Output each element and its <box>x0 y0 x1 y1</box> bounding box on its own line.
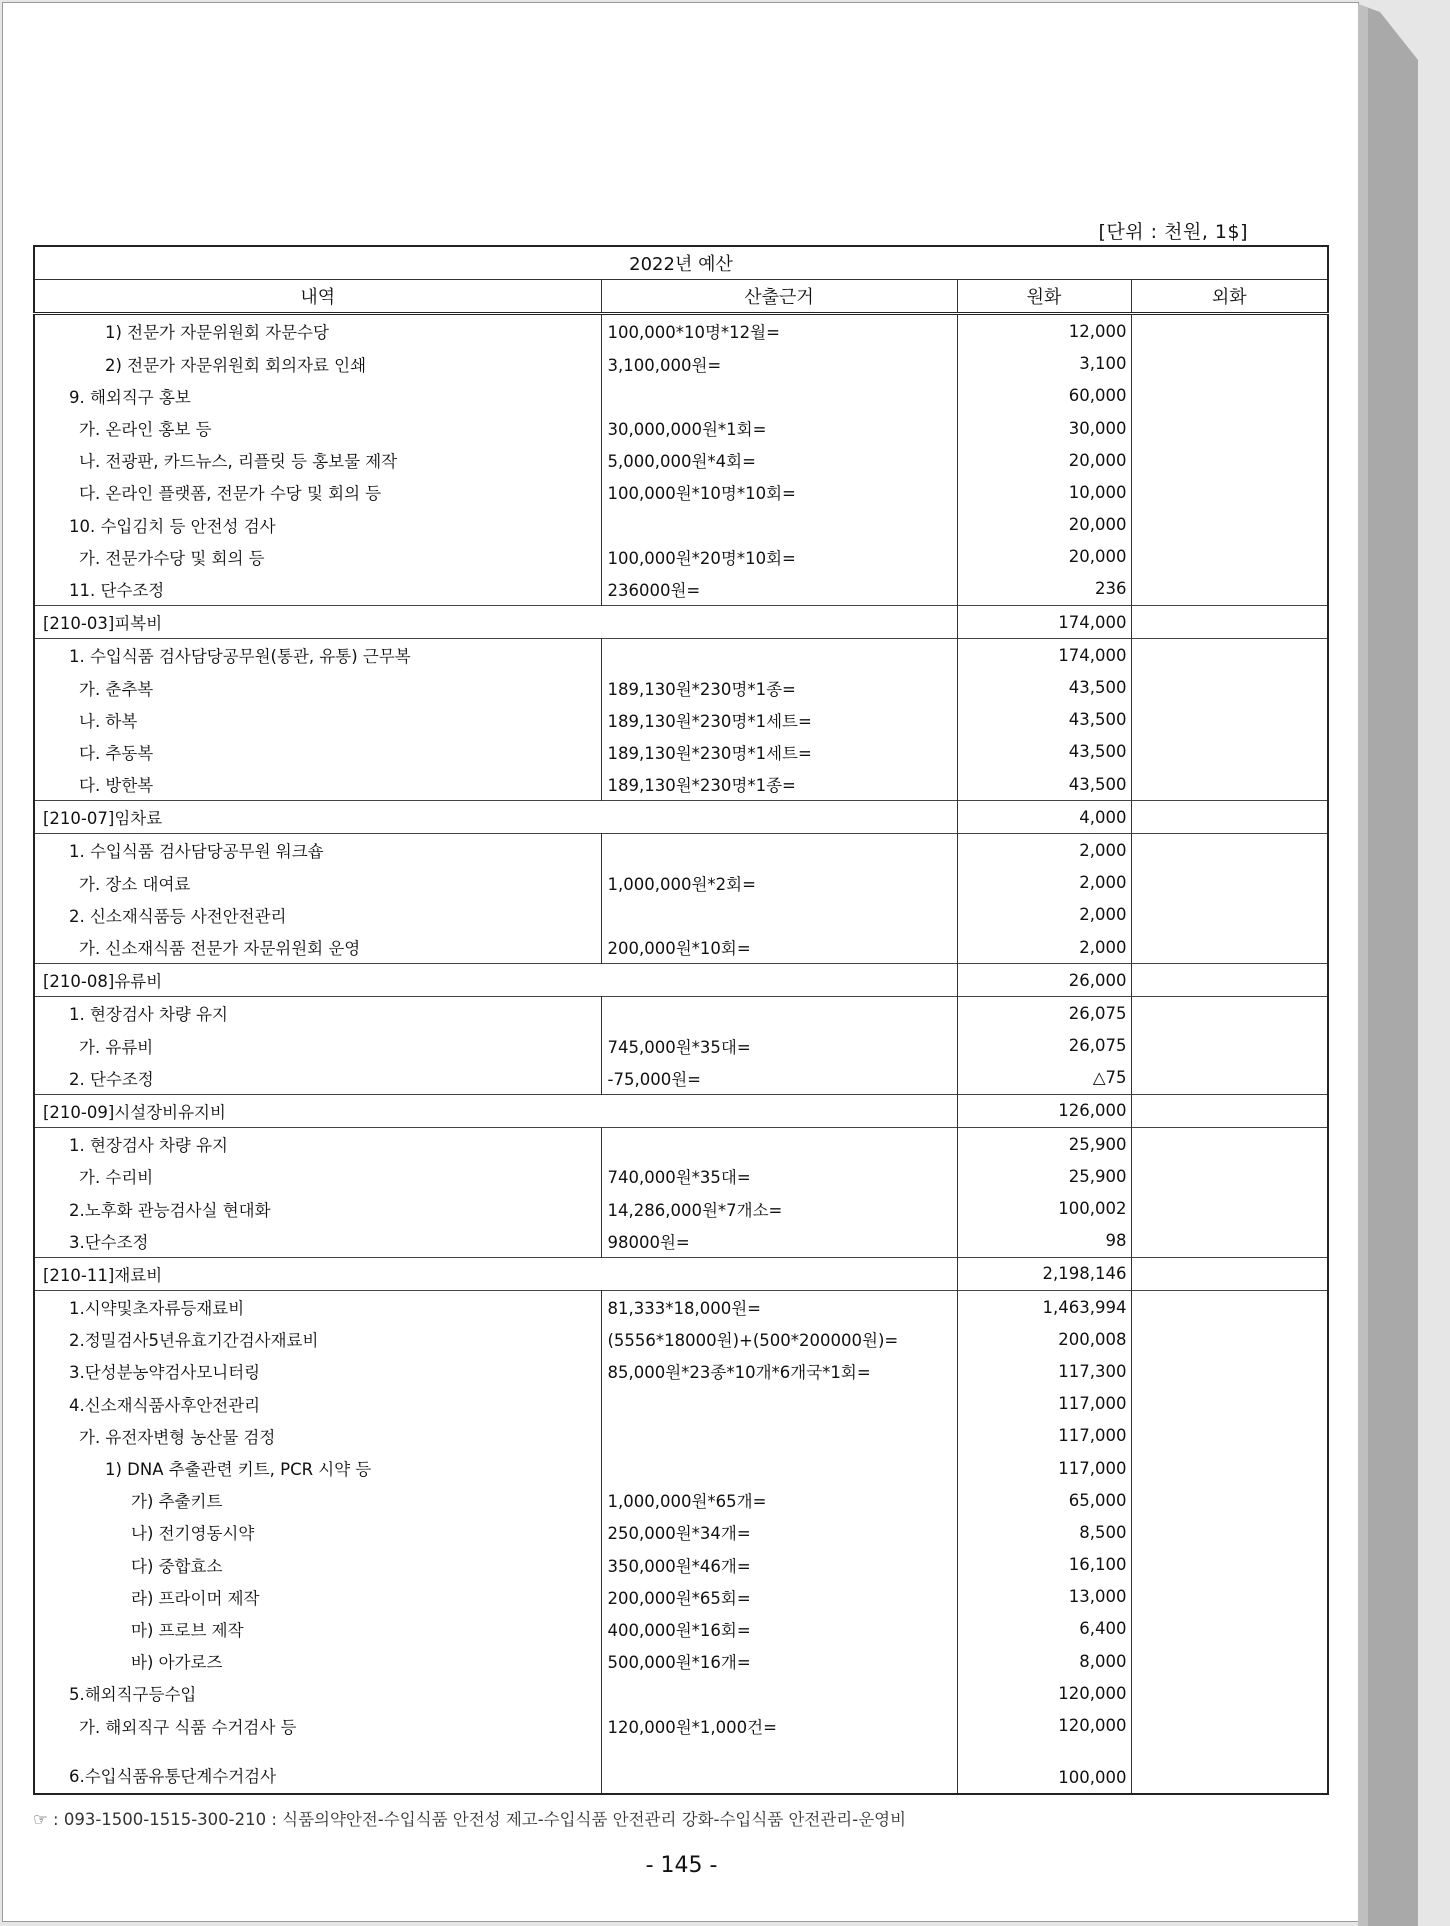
row-item: 나) 전기영동시약 <box>34 1516 601 1548</box>
table-row <box>34 314 1328 348</box>
row-foreign-amount <box>1131 1225 1328 1258</box>
row-foreign-amount <box>1131 1709 1328 1741</box>
row-item: 가) 추출키트 <box>34 1484 601 1516</box>
row-basis: 500,000원*16개= <box>601 1645 957 1677</box>
row-item: 다) 중합효소 <box>34 1549 601 1581</box>
row-foreign-amount <box>1131 1128 1328 1161</box>
row-item: 라) 프라이머 제작 <box>34 1581 601 1613</box>
row-foreign-amount <box>1131 444 1328 476</box>
row-basis <box>601 380 957 412</box>
row-krw-amount: 20,000 <box>957 444 1131 476</box>
row-foreign-amount <box>1131 1645 1328 1677</box>
row-item: 1. 현장검사 차량 유지 <box>34 997 601 1030</box>
row-foreign-amount <box>1131 964 1328 997</box>
table-row <box>34 1516 1328 1548</box>
row-basis: 1,000,000원*65개= <box>601 1484 957 1516</box>
row-item: 가. 장소 대여료 <box>34 867 601 899</box>
row-krw-amount: 60,000 <box>957 380 1131 412</box>
row-krw-amount: 26,000 <box>957 964 1131 997</box>
row-foreign-amount <box>1131 704 1328 736</box>
row-foreign-amount <box>1131 1581 1328 1613</box>
row-foreign-amount <box>1131 541 1328 573</box>
row-basis: 236000원= <box>601 573 957 606</box>
table-row <box>34 834 1328 867</box>
row-basis: 100,000원*20명*10회= <box>601 541 957 573</box>
row-basis: 189,130원*230명*1종= <box>601 671 957 703</box>
row-foreign-amount <box>1131 1160 1328 1192</box>
row-basis: -75,000원= <box>601 1062 957 1095</box>
table-row <box>34 1160 1328 1192</box>
section-row <box>34 1257 1328 1290</box>
row-foreign-amount <box>1131 412 1328 444</box>
section-title: [210-08]유류비 <box>34 964 957 997</box>
table-row <box>34 1581 1328 1613</box>
section-row <box>34 964 1328 997</box>
year-header: 2022년 예산 <box>34 246 1328 280</box>
row-item: 마) 프로브 제작 <box>34 1613 601 1645</box>
row-item: 바) 아가로즈 <box>34 1645 601 1677</box>
row-item: 2. 신소재식품등 사전안전관리 <box>34 899 601 931</box>
row-krw-amount: 100,002 <box>957 1192 1131 1224</box>
document-page <box>2 2 1359 1922</box>
row-basis <box>601 1420 957 1452</box>
row-foreign-amount <box>1131 867 1328 899</box>
row-basis <box>601 1677 957 1709</box>
row-item: 가. 수리비 <box>34 1160 601 1192</box>
row-krw-amount: 26,075 <box>957 1030 1131 1062</box>
row-foreign-amount <box>1131 801 1328 834</box>
table-row <box>34 1323 1328 1355</box>
table-row <box>34 1062 1328 1095</box>
row-item: 가. 유류비 <box>34 1030 601 1062</box>
table-row <box>34 380 1328 412</box>
row-foreign-amount <box>1131 736 1328 768</box>
row-basis: 81,333*18,000원= <box>601 1291 957 1324</box>
row-item: 다. 방한복 <box>34 768 601 801</box>
budget-table <box>33 245 1329 1795</box>
table-row <box>34 1742 1328 1794</box>
table-row <box>34 541 1328 573</box>
row-foreign-amount <box>1131 768 1328 801</box>
table-row <box>34 867 1328 899</box>
row-basis: 100,000*10명*12월= <box>601 314 957 348</box>
row-krw-amount: 43,500 <box>957 736 1131 768</box>
row-krw-amount: 117,000 <box>957 1420 1131 1452</box>
section-title: [210-11]재료비 <box>34 1257 957 1290</box>
row-basis: 120,000원*1,000건= <box>601 1709 957 1741</box>
row-krw-amount: 2,000 <box>957 867 1131 899</box>
row-foreign-amount <box>1131 1030 1328 1062</box>
table-row <box>34 1613 1328 1645</box>
table-row <box>34 1225 1328 1258</box>
row-item: 2. 단수조정 <box>34 1062 601 1095</box>
row-basis: (5556*18000원)+(500*200000원)= <box>601 1323 957 1355</box>
row-foreign-amount <box>1131 931 1328 964</box>
table-row <box>34 573 1328 606</box>
row-item: 다. 추동복 <box>34 736 601 768</box>
row-foreign-amount <box>1131 314 1328 348</box>
row-krw-amount: 16,100 <box>957 1549 1131 1581</box>
row-krw-amount: 2,000 <box>957 899 1131 931</box>
row-basis: 98000원= <box>601 1225 957 1258</box>
row-basis <box>601 997 957 1030</box>
row-item: 가. 전문가수당 및 회의 등 <box>34 541 601 573</box>
row-krw-amount: 236 <box>957 573 1131 606</box>
row-item: 가. 유전자변형 농산물 검정 <box>34 1420 601 1452</box>
section-row <box>34 1094 1328 1127</box>
row-krw-amount: 6,400 <box>957 1613 1131 1645</box>
row-item: 6.수입식품유통단계수거검사 <box>34 1742 601 1794</box>
row-krw-amount: 25,900 <box>957 1160 1131 1192</box>
row-krw-amount: 25,900 <box>957 1128 1131 1161</box>
row-krw-amount: 98 <box>957 1225 1131 1258</box>
budget-rows <box>34 314 1328 1794</box>
row-item: 1.시약및초자류등재료비 <box>34 1291 601 1324</box>
row-foreign-amount <box>1131 1420 1328 1452</box>
row-krw-amount: 43,500 <box>957 704 1131 736</box>
page-edge-shadow <box>1358 0 1448 1926</box>
row-krw-amount: 20,000 <box>957 541 1131 573</box>
table-row <box>34 1355 1328 1387</box>
row-item: 3.단성분농약검사모니터링 <box>34 1355 601 1387</box>
row-foreign-amount <box>1131 573 1328 606</box>
row-foreign-amount <box>1131 899 1328 931</box>
table-row <box>34 476 1328 508</box>
account-code-footnote: ☞ : 093-1500-1515-300-210 : 식품의약안전-수입식품 안전성 제고-수입식품 안전관리 강화-수입식품 안전관리-운영비 <box>33 1810 907 1829</box>
row-foreign-amount <box>1131 509 1328 541</box>
row-basis: 14,286,000원*7개소= <box>601 1192 957 1224</box>
row-krw-amount: 13,000 <box>957 1581 1131 1613</box>
row-foreign-amount <box>1131 1355 1328 1387</box>
row-krw-amount: 43,500 <box>957 768 1131 801</box>
row-basis: 189,130원*230명*1세트= <box>601 704 957 736</box>
row-foreign-amount <box>1131 1388 1328 1420</box>
row-foreign-amount <box>1131 476 1328 508</box>
table-row <box>34 736 1328 768</box>
table-row <box>34 1420 1328 1452</box>
row-foreign-amount <box>1131 1452 1328 1484</box>
row-basis: 85,000원*23종*10개*6개국*1회= <box>601 1355 957 1387</box>
table-row <box>34 1192 1328 1224</box>
row-item: 11. 단수조정 <box>34 573 601 606</box>
row-basis: 5,000,000원*4회= <box>601 444 957 476</box>
row-basis <box>601 1128 957 1161</box>
table-row <box>34 412 1328 444</box>
row-foreign-amount <box>1131 1323 1328 1355</box>
table-row <box>34 1677 1328 1709</box>
section-title: [210-07]임차료 <box>34 801 957 834</box>
row-item: 2.노후화 관능검사실 현대화 <box>34 1192 601 1224</box>
column-header-item: 내역 <box>34 280 601 314</box>
row-foreign-amount <box>1131 1516 1328 1548</box>
row-krw-amount: △75 <box>957 1062 1131 1095</box>
row-krw-amount: 1,463,994 <box>957 1291 1131 1324</box>
row-foreign-amount <box>1131 1677 1328 1709</box>
row-krw-amount: 120,000 <box>957 1677 1131 1709</box>
row-foreign-amount <box>1131 834 1328 867</box>
table-row <box>34 1128 1328 1161</box>
row-basis: 100,000원*10명*10회= <box>601 476 957 508</box>
row-basis <box>601 1452 957 1484</box>
section-row <box>34 801 1328 834</box>
row-basis: 1,000,000원*2회= <box>601 867 957 899</box>
row-item: 1) DNA 추출관련 키트, PCR 시약 등 <box>34 1452 601 1484</box>
row-krw-amount: 200,008 <box>957 1323 1131 1355</box>
row-item: 가. 신소재식품 전문가 자문위원회 운영 <box>34 931 601 964</box>
row-krw-amount: 2,198,146 <box>957 1257 1131 1290</box>
row-item: 1. 수입식품 검사담당공무원 워크숍 <box>34 834 601 867</box>
row-basis <box>601 639 957 672</box>
row-krw-amount: 8,000 <box>957 1645 1131 1677</box>
row-item: 1. 수입식품 검사담당공무원(통관, 유통) 근무복 <box>34 639 601 672</box>
table-row <box>34 997 1328 1030</box>
row-foreign-amount <box>1131 1094 1328 1127</box>
table-row <box>34 768 1328 801</box>
row-basis <box>601 1388 957 1420</box>
row-krw-amount: 20,000 <box>957 509 1131 541</box>
row-item: 3.단수조정 <box>34 1225 601 1258</box>
row-item: 4.신소재식품사후안전관리 <box>34 1388 601 1420</box>
row-basis <box>601 899 957 931</box>
row-item: 다. 온라인 플랫폼, 전문가 수당 및 회의 등 <box>34 476 601 508</box>
row-basis <box>601 1742 957 1794</box>
row-krw-amount: 26,075 <box>957 997 1131 1030</box>
table-row <box>34 639 1328 672</box>
row-basis: 189,130원*230명*1세트= <box>601 736 957 768</box>
row-krw-amount: 4,000 <box>957 801 1131 834</box>
row-item: 2) 전문가 자문위원회 회의자료 인쇄 <box>34 348 601 380</box>
column-header-krw: 원화 <box>957 280 1131 314</box>
row-foreign-amount <box>1131 997 1328 1030</box>
table-row <box>34 1709 1328 1741</box>
row-krw-amount: 8,500 <box>957 1516 1131 1548</box>
row-krw-amount: 65,000 <box>957 1484 1131 1516</box>
row-basis: 30,000,000원*1회= <box>601 412 957 444</box>
table-row <box>34 704 1328 736</box>
row-krw-amount: 12,000 <box>957 314 1131 348</box>
row-krw-amount: 126,000 <box>957 1094 1131 1127</box>
row-basis: 400,000원*16회= <box>601 1613 957 1645</box>
row-item: 2.정밀검사5년유효기간검사재료비 <box>34 1323 601 1355</box>
section-title: [210-03]피복비 <box>34 606 957 639</box>
unit-label: [단위 : 천원, 1$] <box>1098 221 1248 243</box>
row-foreign-amount <box>1131 1549 1328 1581</box>
row-item: 나. 하복 <box>34 704 601 736</box>
row-item: 가. 온라인 홍보 등 <box>34 412 601 444</box>
row-item: 가. 춘추복 <box>34 671 601 703</box>
row-krw-amount: 117,300 <box>957 1355 1131 1387</box>
row-krw-amount: 2,000 <box>957 931 1131 964</box>
row-krw-amount: 174,000 <box>957 639 1131 672</box>
row-foreign-amount <box>1131 1484 1328 1516</box>
column-header-basis: 산출근거 <box>601 280 957 314</box>
row-foreign-amount <box>1131 1742 1328 1794</box>
row-foreign-amount <box>1131 1291 1328 1324</box>
row-basis: 3,100,000원= <box>601 348 957 380</box>
row-basis <box>601 509 957 541</box>
column-header-row <box>34 280 1328 314</box>
row-basis <box>601 834 957 867</box>
year-header-row <box>34 246 1328 280</box>
row-krw-amount: 117,000 <box>957 1388 1131 1420</box>
row-basis: 200,000원*65회= <box>601 1581 957 1613</box>
row-krw-amount: 174,000 <box>957 606 1131 639</box>
table-row <box>34 1452 1328 1484</box>
row-foreign-amount <box>1131 1613 1328 1645</box>
row-krw-amount: 3,100 <box>957 348 1131 380</box>
row-item: 9. 해외직구 홍보 <box>34 380 601 412</box>
row-krw-amount: 43,500 <box>957 671 1131 703</box>
row-item: 1. 현장검사 차량 유지 <box>34 1128 601 1161</box>
table-row <box>34 899 1328 931</box>
table-row <box>34 348 1328 380</box>
row-basis: 350,000원*46개= <box>601 1549 957 1581</box>
row-foreign-amount <box>1131 639 1328 672</box>
table-row <box>34 509 1328 541</box>
row-item: 나. 전광판, 카드뉴스, 리플릿 등 홍보물 제작 <box>34 444 601 476</box>
row-basis: 250,000원*34개= <box>601 1516 957 1548</box>
row-krw-amount: 2,000 <box>957 834 1131 867</box>
table-row <box>34 1030 1328 1062</box>
table-row <box>34 1484 1328 1516</box>
row-krw-amount: 30,000 <box>957 412 1131 444</box>
row-krw-amount: 120,000 <box>957 1709 1131 1741</box>
row-foreign-amount <box>1131 1257 1328 1290</box>
column-header-foreign: 외화 <box>1131 280 1328 314</box>
table-row <box>34 444 1328 476</box>
row-item: 가. 해외직구 식품 수거검사 등 <box>34 1709 601 1741</box>
row-foreign-amount <box>1131 348 1328 380</box>
row-basis: 189,130원*230명*1종= <box>601 768 957 801</box>
table-row <box>34 1645 1328 1677</box>
row-basis: 740,000원*35대= <box>601 1160 957 1192</box>
row-foreign-amount <box>1131 671 1328 703</box>
section-title: [210-09]시설장비유지비 <box>34 1094 957 1127</box>
table-row <box>34 671 1328 703</box>
row-krw-amount: 100,000 <box>957 1742 1131 1794</box>
row-item: 1) 전문가 자문위원회 자문수당 <box>34 314 601 348</box>
row-basis: 745,000원*35대= <box>601 1030 957 1062</box>
table-row <box>34 931 1328 964</box>
row-foreign-amount <box>1131 1062 1328 1095</box>
row-item: 5.해외직구등수입 <box>34 1677 601 1709</box>
row-krw-amount: 117,000 <box>957 1452 1131 1484</box>
row-item: 10. 수입김치 등 안전성 검사 <box>34 509 601 541</box>
row-foreign-amount <box>1131 606 1328 639</box>
table-row <box>34 1388 1328 1420</box>
row-foreign-amount <box>1131 1192 1328 1224</box>
row-krw-amount: 10,000 <box>957 476 1131 508</box>
row-basis: 200,000원*10회= <box>601 931 957 964</box>
section-row <box>34 606 1328 639</box>
page-number: - 145 - <box>645 1853 718 1878</box>
table-row <box>34 1291 1328 1324</box>
row-foreign-amount <box>1131 380 1328 412</box>
table-row <box>34 1549 1328 1581</box>
